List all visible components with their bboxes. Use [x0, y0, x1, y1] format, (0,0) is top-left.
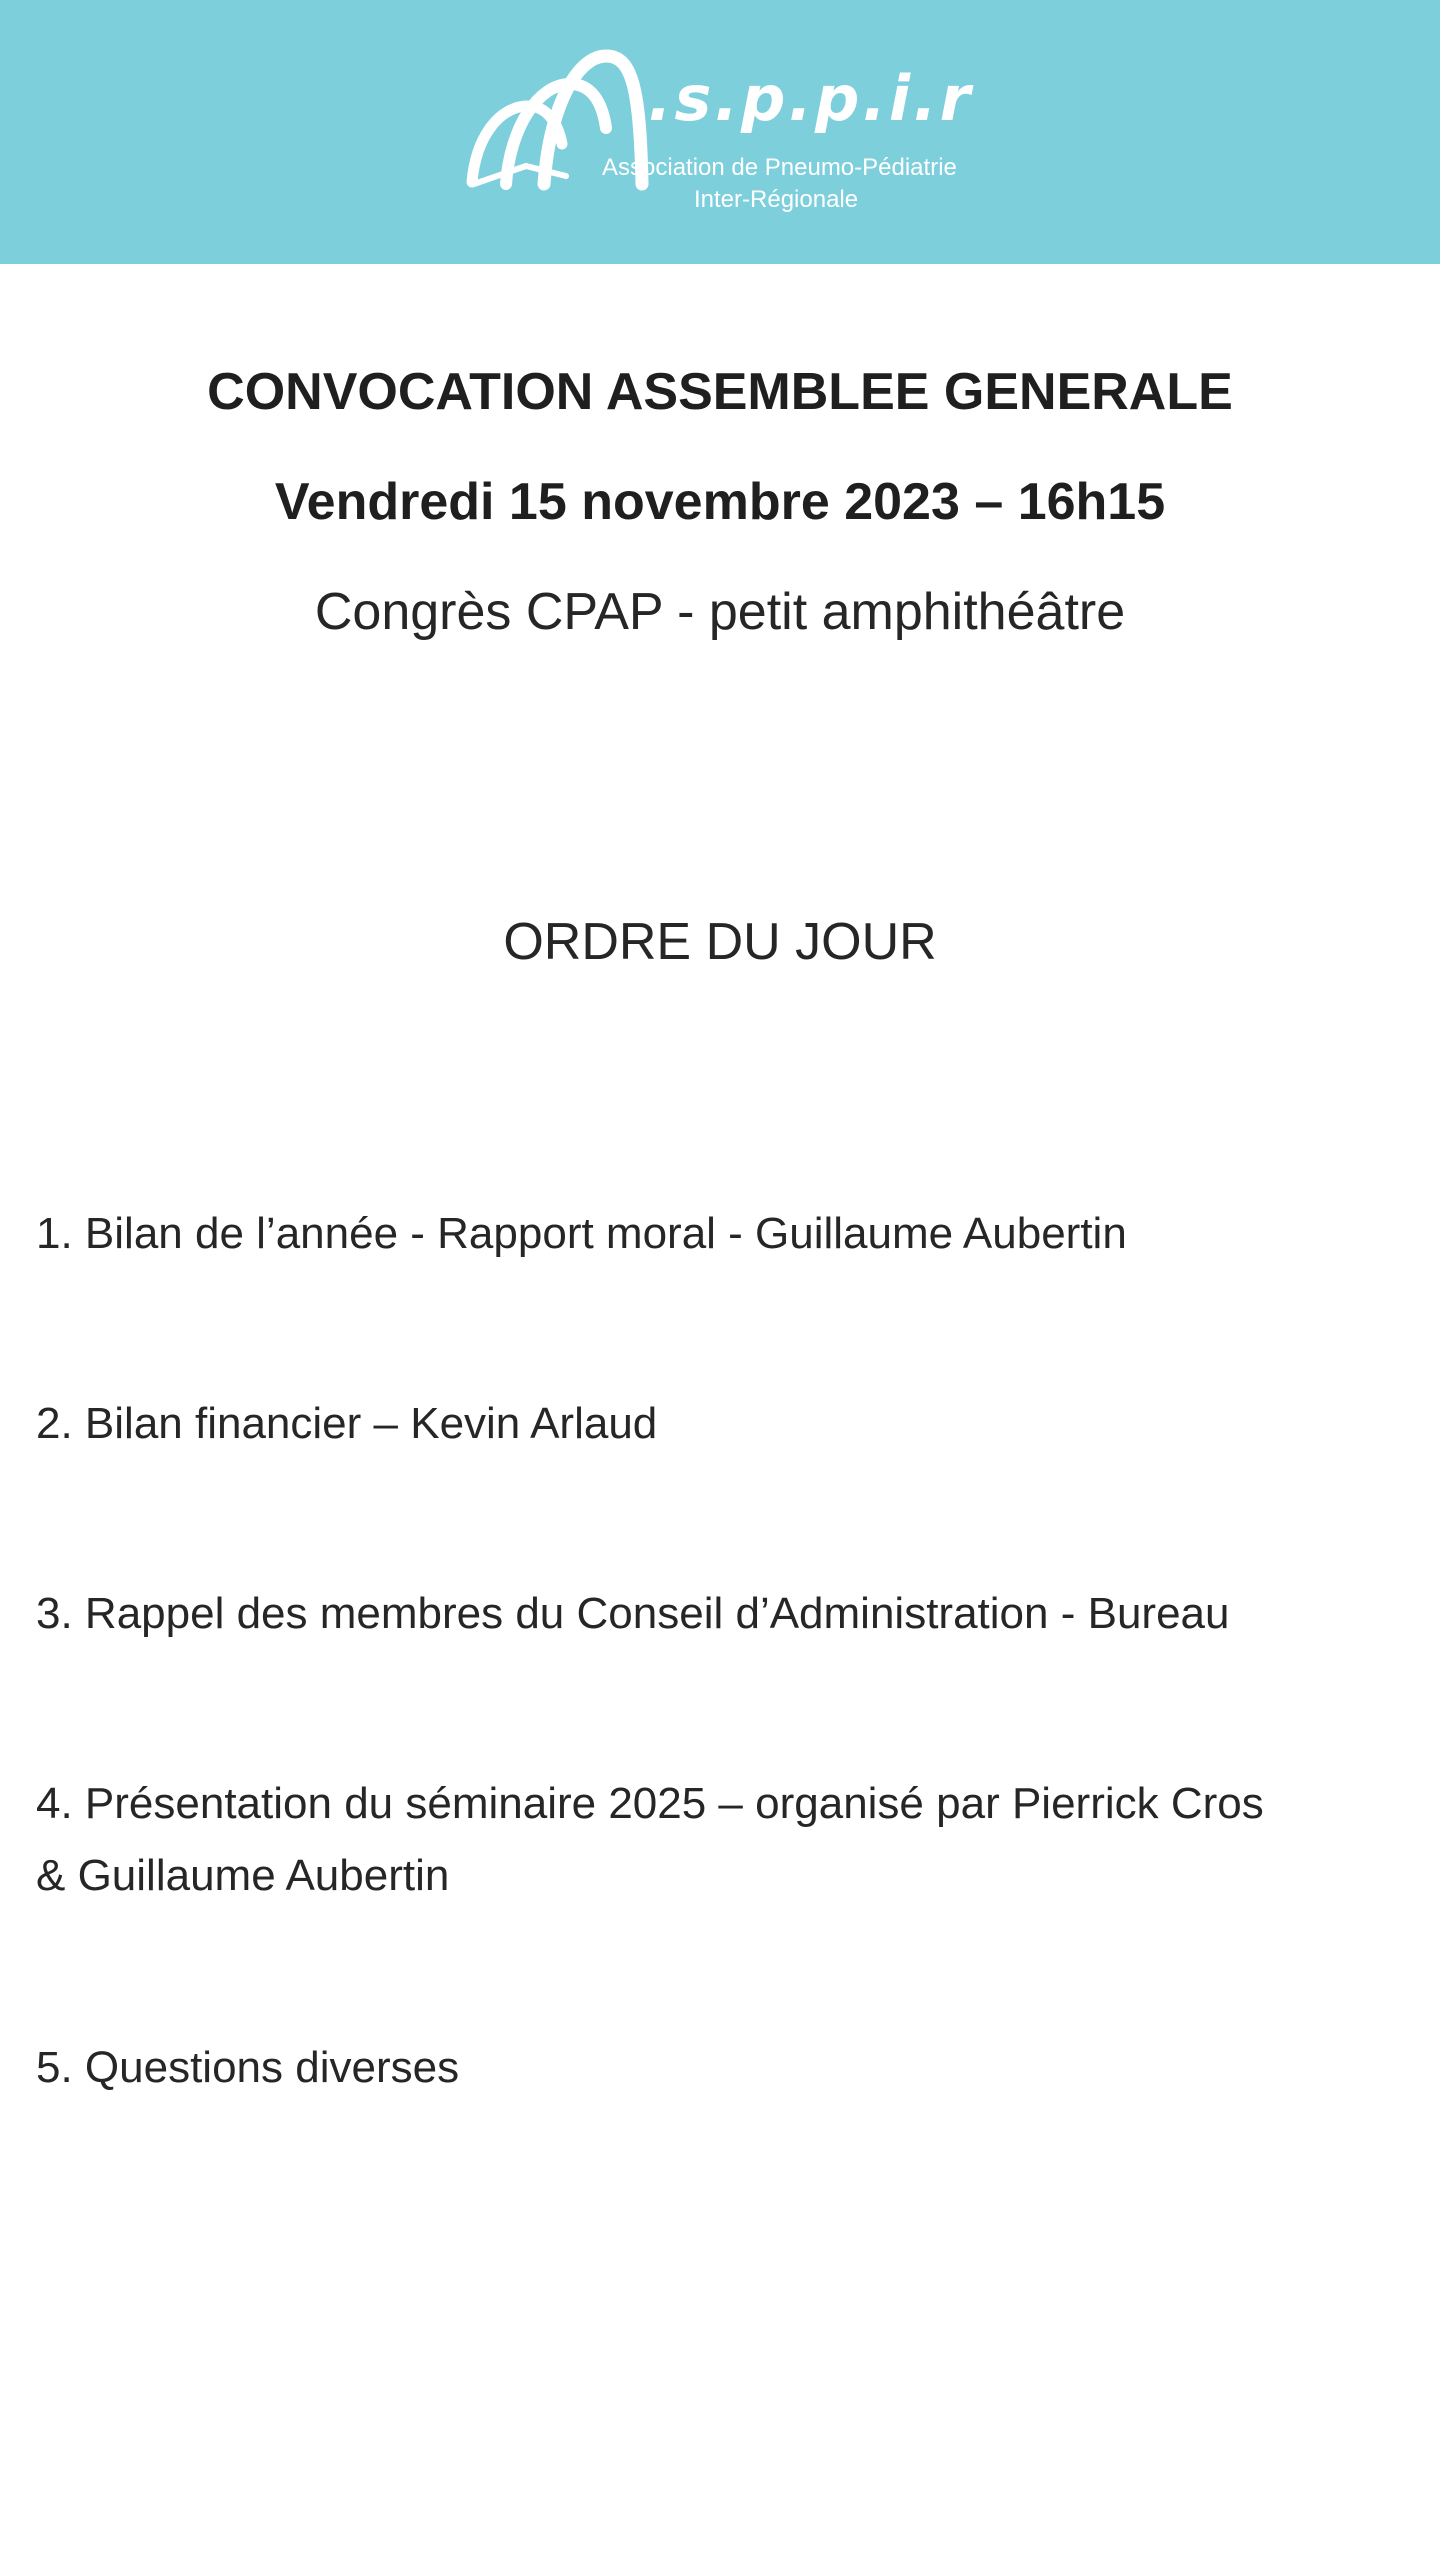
agenda-item-text: 2. Bilan financier – Kevin Arlaud	[36, 1399, 658, 1448]
logo-name: .s.p.p.i.r	[648, 62, 974, 135]
logo-subtitle-line1: Association de Pneumo-Pédiatrie	[602, 154, 957, 181]
arches-logo-icon	[466, 44, 666, 214]
agenda-item-text: 3. Rappel des membres du Conseil d’Administration - Bureau	[36, 1589, 1230, 1638]
agenda-item-2	[36, 1388, 1406, 1460]
asppir-logo	[466, 44, 986, 224]
agenda-item-3	[36, 1578, 1406, 1650]
meeting-venue: Congrès CPAP - petit amphithéâtre	[314, 583, 1126, 641]
document-title: CONVOCATION ASSEMBLEE GENERALE	[207, 363, 1233, 421]
meeting-date: Vendredi 15 novembre 2023 – 16h15	[274, 473, 1166, 531]
agenda-heading: ORDRE DU JOUR	[503, 913, 937, 971]
agenda-item-1	[36, 1198, 1406, 1270]
agenda-item-4	[36, 1768, 1406, 1912]
agenda-item-text: 1. Bilan de l’année - Rapport moral - Guillaume Aubertin	[36, 1209, 1127, 1258]
agenda-item-text-continued: & Guillaume Aubertin	[36, 1851, 450, 1900]
agenda-item-5	[36, 2032, 1406, 2104]
agenda-item-text: 4. Présentation du séminaire 2025 – organisé par Pierrick Cros	[36, 1779, 1264, 1828]
agenda-item-text: 5. Questions diverses	[36, 2043, 460, 2092]
header-banner	[0, 0, 1440, 264]
logo-subtitle-line2: Inter-Régionale	[694, 186, 859, 213]
